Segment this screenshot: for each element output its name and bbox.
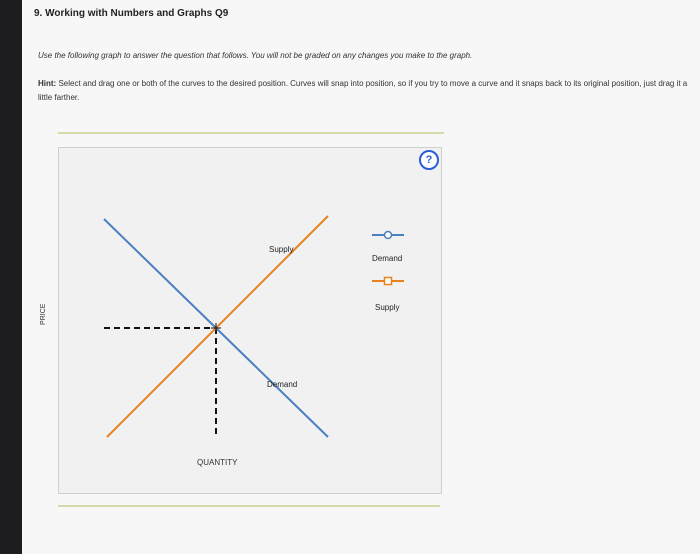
supply-curve-label: Supply [269, 245, 294, 254]
circle-marker-icon [385, 232, 392, 239]
y-axis-label: PRICE [40, 303, 47, 325]
legend-demand-label: Demand [372, 254, 403, 263]
hint-label: Hint: [38, 79, 57, 88]
legend-supply-tool[interactable] [372, 278, 404, 285]
instructions-text: Use the following graph to answer the question that follows. You will not be graded on any changes you make to the graph. [38, 51, 473, 60]
demand-curve-label: Demand [267, 380, 298, 389]
help-icon[interactable]: ? [419, 150, 439, 170]
hint-text: Select and drag one or both of the curves to the desired position. Curves will snap into position, so if you try to move a curve and it snaps back to its original position, just drag it a little farther. [38, 79, 688, 102]
question-title: 9. Working with Numbers and Graphs Q9 [34, 8, 229, 19]
square-marker-icon [385, 278, 392, 285]
legend-supply-label: Supply [375, 303, 400, 312]
x-axis-label: QUANTITY [197, 458, 238, 467]
legend-demand-tool[interactable] [372, 232, 404, 239]
